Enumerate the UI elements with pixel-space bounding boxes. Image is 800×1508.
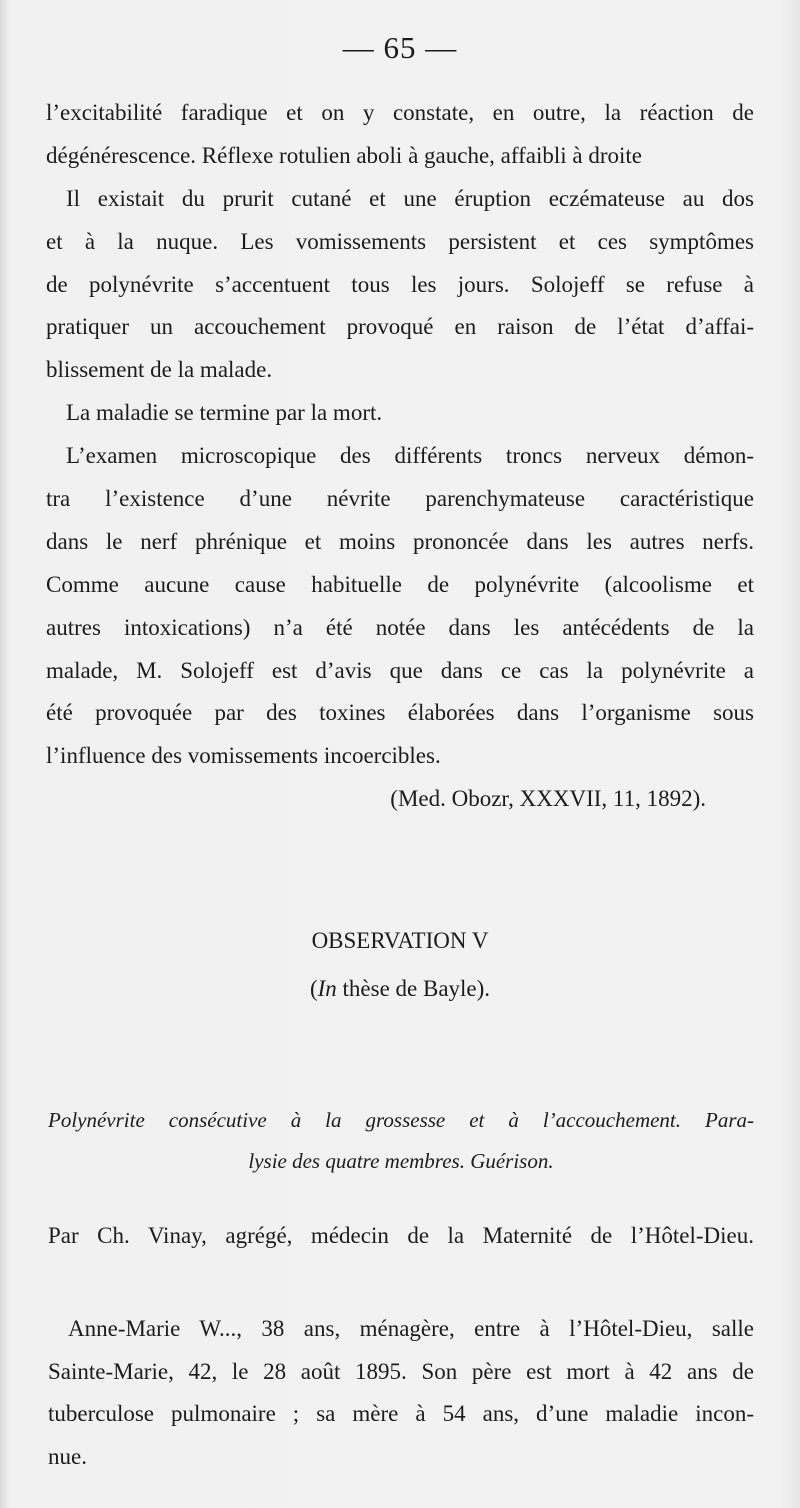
continued-paragraphs	[46, 92, 754, 821]
source-rest: thèse de Bayle).	[336, 976, 491, 1001]
text-line: tra l’existence d’une névrite parenchymateuse caractéristique	[46, 486, 754, 512]
text-line: Il existait du prurit cutané et une éruption eczémateuse au dos	[66, 185, 754, 211]
text-line: l’excitabilité faradique et on y constate, en outre, la réaction de	[46, 100, 754, 125]
title-line: Polynévrite consécutive à la grossesse et à l’accouchement. Para-	[48, 1108, 754, 1132]
observation-author: Par Ch. Vinay, agrégé, médecin de la Maternité de l’Hôtel-Dieu.	[48, 1223, 754, 1248]
text-line: été provoquée par des toxines élaborées dans l’organisme sous	[46, 700, 754, 726]
case-paragraph	[48, 1308, 754, 1478]
text-line: La maladie se termine par la mort.	[66, 400, 383, 426]
source-open-paren: (	[309, 976, 318, 1001]
text-line: de polynévrite s’accentuent tous les jours. Solojeff se refuse à	[46, 271, 754, 297]
observation-title	[48, 1100, 754, 1182]
title-line: lysie des quatre membres. Guérison.	[248, 1149, 554, 1173]
source-in-italic: In	[317, 976, 337, 1001]
page-number: — 65 —	[342, 30, 458, 65]
text-line: autres intoxications) n’a été notée dans les antécédents de la	[46, 614, 754, 640]
text-line: pratiquer un accouchement provoqué en raison de l’état d’affai-	[46, 314, 754, 340]
text-line: Comme aucune cause habituelle de polynévrite (alcoolisme et	[46, 571, 754, 597]
text-line: nue.	[48, 1443, 87, 1469]
observation-heading: OBSERVATION V	[311, 928, 489, 953]
observation-source	[0, 968, 800, 1010]
text-line: dégénérescence. Réflexe rotulien aboli à gauche, affaibli à droite	[46, 142, 643, 168]
text-line: Anne-Marie W..., 38 ans, ménagère, entre à l’Hôtel-Dieu, salle	[68, 1316, 754, 1341]
text-line: et à la nuque. Les vomissements persistent et ces symptômes	[46, 228, 754, 254]
text-line: l’influence des vomissements incoercibles.	[46, 743, 441, 769]
text-line: dans le nerf phrénique et moins prononcée dans les autres nerfs.	[46, 528, 754, 554]
text-line: Sainte-Marie, 42, le 28 août 1895. Son père est mort à 42 ans de	[48, 1358, 754, 1384]
text-line: tuberculose pulmonaire ; sa mère à 54 ans, d’une maladie incon-	[48, 1401, 754, 1426]
text-line: malade, M. Solojeff est d’avis que dans ce cas la polynévrite a	[46, 657, 754, 683]
citation: (Med. Obozr, XXXVII, 11, 1892).	[390, 786, 706, 812]
text-line: L’examen microscopique des différents troncs nerveux démon-	[66, 443, 754, 469]
text-line: blissement de la malade.	[46, 357, 273, 383]
